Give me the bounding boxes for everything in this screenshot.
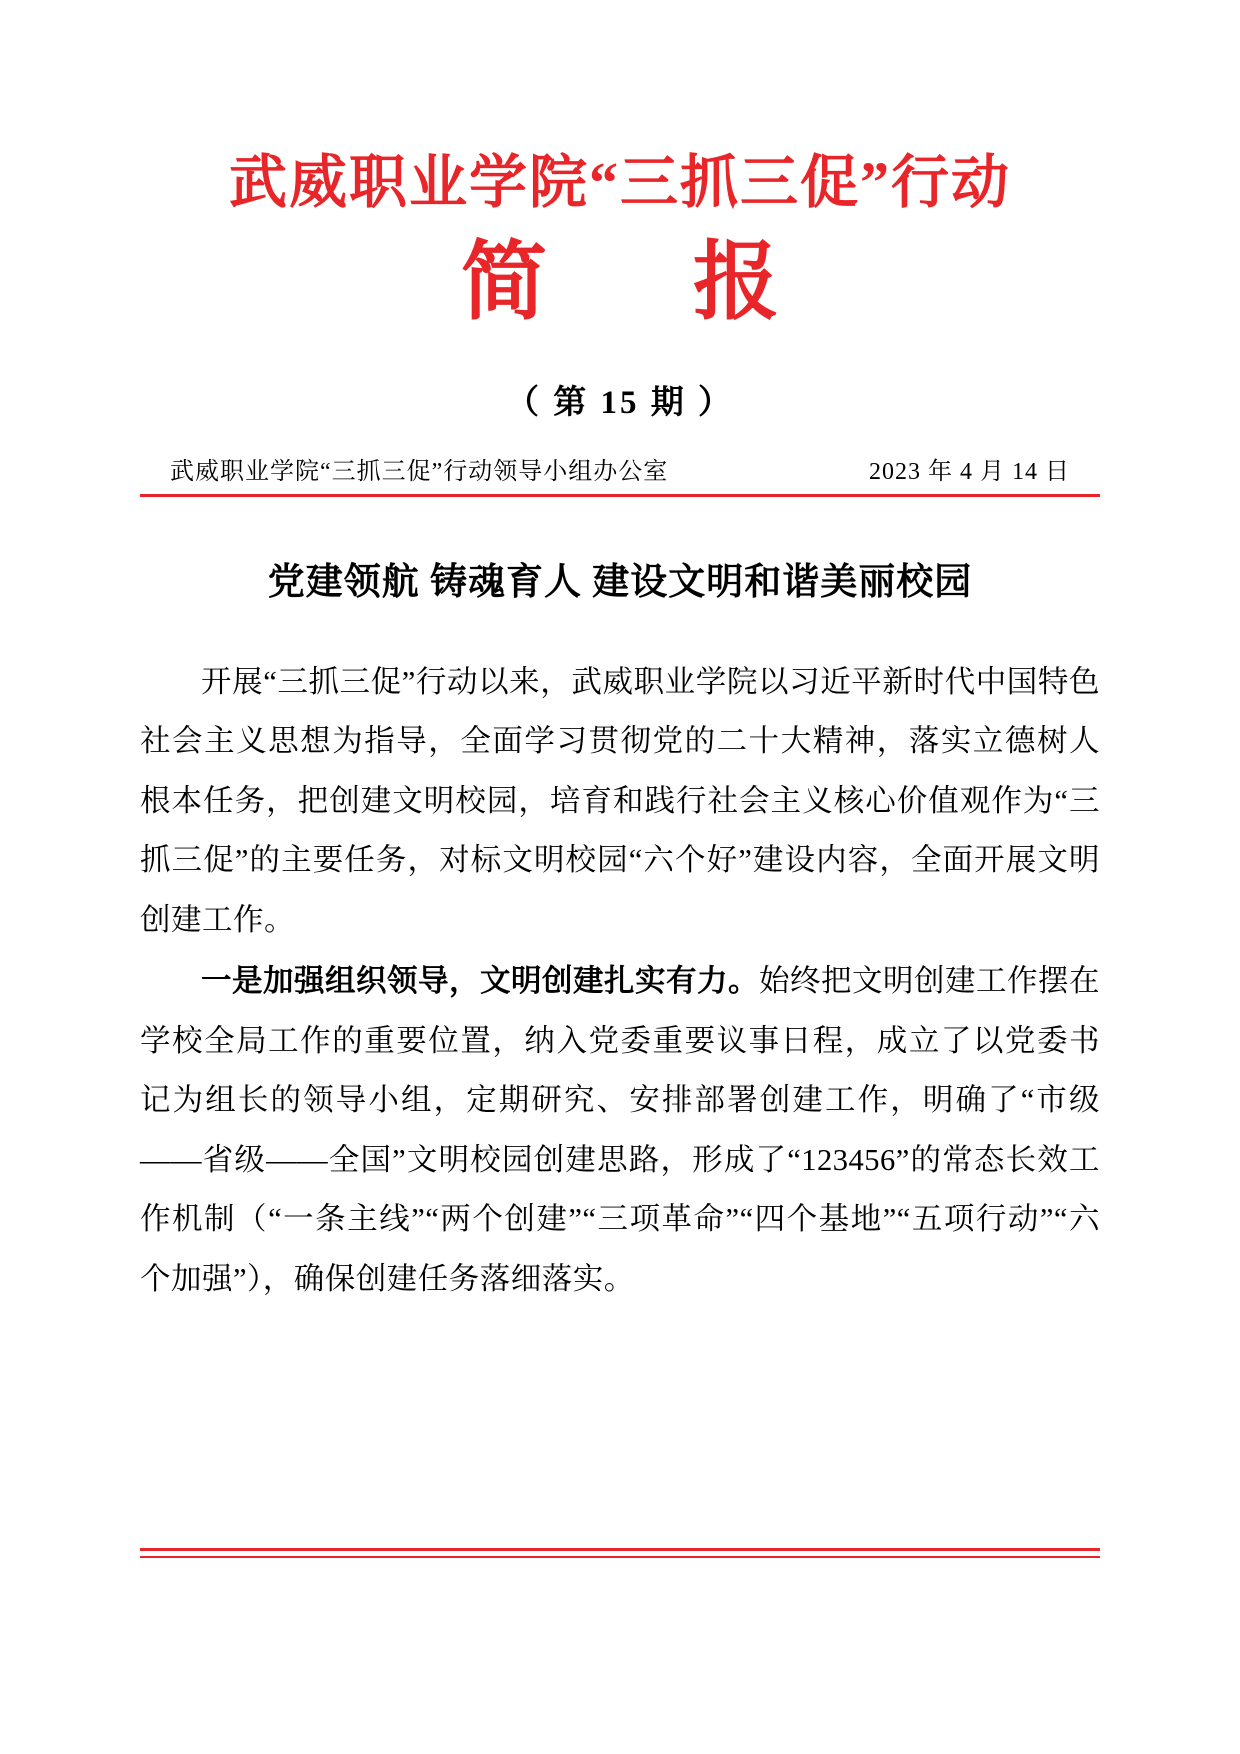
paragraph-2-lead: 一是加强组织领导，文明创建扎实有力。 (201, 964, 759, 999)
footer-rule-thick (140, 1548, 1100, 1551)
footer-rule-thin (140, 1556, 1100, 1558)
paragraph-2 (140, 952, 1100, 1309)
paragraph-2-text: 始终把文明创建工作摆在学校全局工作的重要位置，纳入党委重要议事日程，成立了以党委书记为组长的领导小组，定期研究、安排部署创建工作，明确了“市级——省级——全国”文明校园创建思路，形成了“123456”的常态长效工作机制（“一条主线”“两个创建”“三项革命”“四个基地”“五项行动”“六个加强”），确保创建任务落细落实。 (140, 964, 1100, 1296)
paragraph-1 (140, 653, 1100, 950)
masthead-divider (140, 494, 1100, 497)
masthead-title-line1: 武威职业学院“三抓三促”行动 (228, 150, 1011, 215)
masthead (140, 0, 1100, 336)
masthead-title-line2: 简 报 (461, 233, 809, 330)
article-title: 党建领航 铸魂育人 建设文明和谐美丽校园 (267, 562, 973, 604)
article-body (140, 653, 1100, 1309)
issue-number: （ 第 15 期 ） (506, 385, 734, 422)
footer-divider (140, 1548, 1100, 1558)
issuing-office: 武威职业学院“三抓三促”行动领导小组办公室 (170, 459, 669, 486)
paragraph-1-text: 开展“三抓三促”行动以来，武威职业学院以习近平新时代中国特色社会主义思想为指导，全面学习贯彻党的二十大精神，落实立德树人根本任务，把创建文明校园，培育和践行社会主义核心价值观作为“三抓三促”的主要任务，对标文明校园“六个好”建设内容，全面开展文明创建工作。 (140, 664, 1100, 937)
masthead-meta (140, 451, 1100, 494)
issue-date: 2023 年 4 月 14 日 (869, 459, 1070, 486)
